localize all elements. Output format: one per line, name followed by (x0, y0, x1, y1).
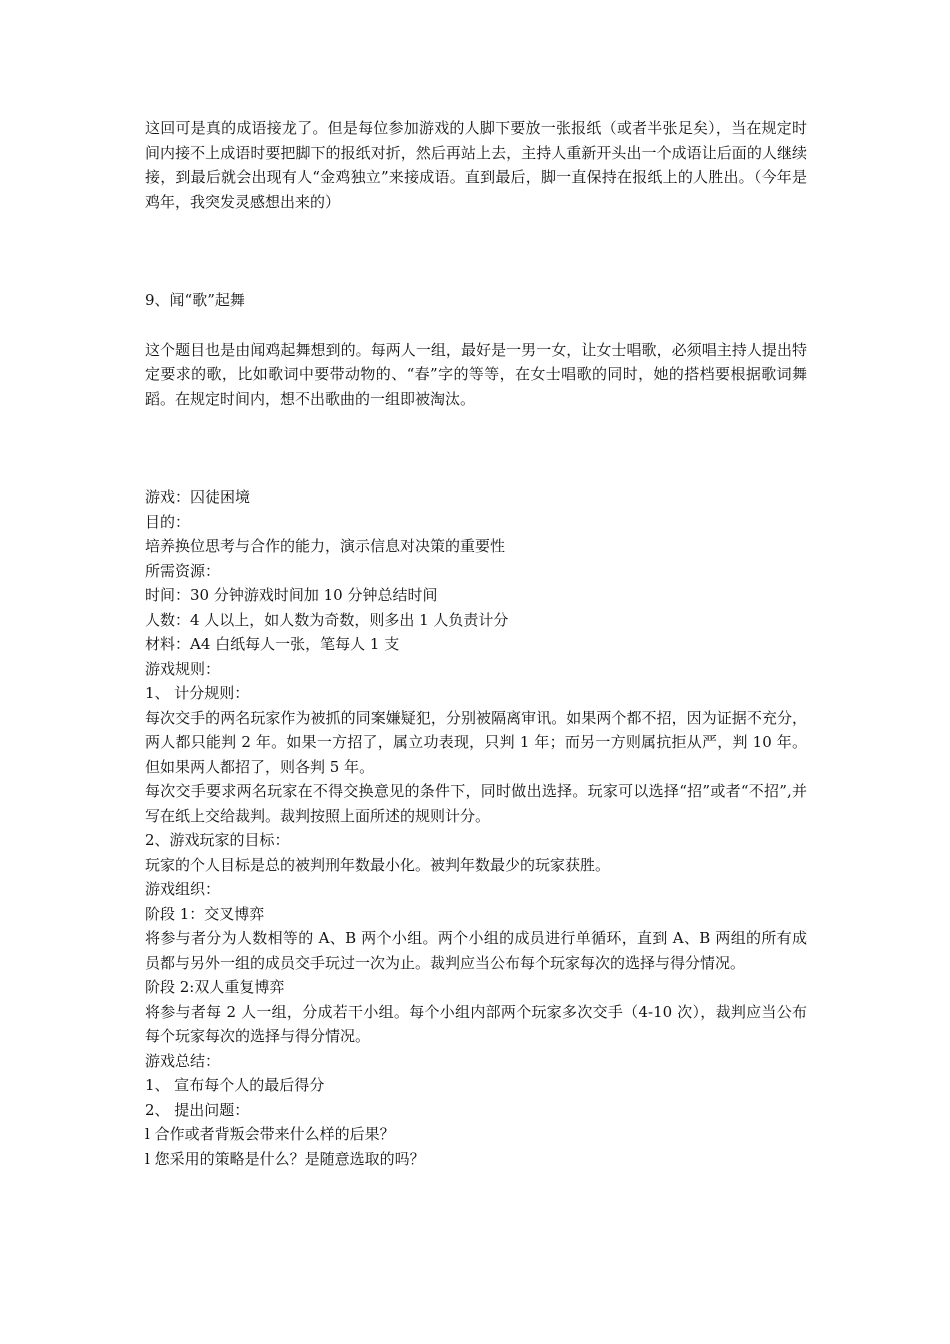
intro-paragraph: 这回可是真的成语接龙了。但是每位参加游戏的人脚下要放一张报纸（或者半张足矣），当在规定时间内接不上成语时要把脚下的报纸对折，然后再站上去，主持人重新开头出一个成语让后面的人继续接，到最后就会出现有人“金鸡独立”来接成语。直到最后，脚一直保持在报纸上的人胜出。（今年是鸡年，我突发灵感想出来的） (145, 119, 807, 211)
game-title: 游戏：囚徒困境 (145, 488, 251, 506)
rule1-paragraph-2: 每次交手要求两名玩家在不得交换意见的条件下，同时做出选择。玩家可以选择“招”或者“不招”,并写在纸上交给裁判。裁判按照上面所述的规则计分。 (145, 782, 807, 825)
summary-label: 游戏总结： (145, 1051, 221, 1070)
section-9-paragraph: 这个题目也是由闻鸡起舞想到的。每两人一组，最好是一男一女，让女士唱歌，必须唱主持人提出特定要求的歌，比如歌词中要带动物的、“春”字的等等，在女士唱歌的同时，她的搭档要根据歌词舞蹈。在规定时间内，想不出歌曲的一组即被淘汰。 (145, 340, 807, 408)
summary-item-2: 2、 提出问题： (145, 1100, 250, 1119)
time-line: 时间：30 分钟游戏时间加 10 分钟总结时间 (145, 586, 438, 604)
organization-label: 游戏组织： (145, 880, 221, 898)
rules-label: 游戏规则： (145, 659, 221, 678)
rule1-label: 1、 计分规则： (145, 684, 250, 702)
stage1-paragraph: 将参与者分为人数相等的 A、B 两个小组。两个小组的成员进行单循环，直到 A、B 两组的所有成员都与另外一组的成员交手玩过一次为止。裁判应当公布每个玩家每次的选择与得分情况。 (145, 929, 807, 972)
people-line: 人数：4 人以上，如人数为奇数，则多出 1 人负责计分 (145, 610, 509, 629)
materials-line: 材料：A4 白纸每人一张，笔每人 1 支 (145, 635, 400, 653)
document-body (145, 116, 807, 1171)
spacer (145, 411, 807, 485)
section-9-heading: 9、闻“歌”起舞 (145, 291, 245, 309)
stage1-label: 阶段 1：交叉博弈 (145, 904, 265, 923)
stage2-label: 阶段 2:双人重复博弈 (145, 978, 285, 996)
stage2-paragraph: 将参与者每 2 人一组，分成若干小组。每个小组内部两个玩家多次交手（4-10 次），裁判应当公布每个玩家每次的选择与得分情况。 (145, 1002, 807, 1045)
rule1-paragraph-1: 每次交手的两名玩家作为被抓的同案嫌疑犯，分别被隔离审讯。如果两个都不招，因为证据不充分，两人都只能判 2 年。如果一方招了，属立功表现，只判 1 年；而另一方则属抗拒从严，判 10 年。但如果两人都招了，则各判 5 年。 (145, 708, 807, 776)
spacer (145, 313, 807, 338)
question-item-2: l 您采用的策略是什么？是随意选取的吗？ (145, 1149, 425, 1168)
rule2-paragraph: 玩家的个人目标是总的被判刑年数最小化。被判年数最少的玩家获胜。 (145, 855, 611, 874)
purpose-text: 培养换位思考与合作的能力，演示信息对决策的重要性 (145, 537, 506, 555)
rule2-label: 2、游戏玩家的目标： (145, 831, 290, 849)
spacer (145, 214, 807, 288)
summary-item-1: 1、 宣布每个人的最后得分 (145, 1076, 325, 1094)
resources-label: 所需资源： (145, 561, 221, 580)
purpose-label: 目的： (145, 512, 191, 531)
question-item-1: l 合作或者背叛会带来什么样的后果？ (145, 1125, 395, 1143)
